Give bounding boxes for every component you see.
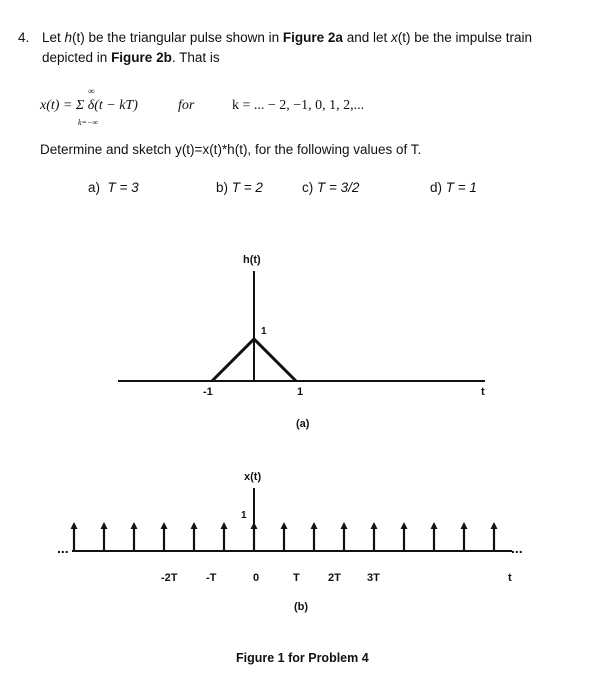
figure-a-plot [118,271,485,381]
option-value: T = 3/2 [317,180,360,195]
text-segment: (t) be the triangular pulse shown in [72,30,283,45]
impulse-arrowhead [281,522,288,529]
figure-b-axis-label: t [508,572,512,584]
x-symbol: x [391,30,398,45]
figure-a-caption: (a) [296,418,310,430]
equation-for: for [178,98,195,113]
equation-k-values: k = ... − 2, −1, 0, 1, 2,... [232,98,365,113]
option-value: T = 2 [231,180,263,195]
h-symbol: h [64,30,73,45]
figure-b-tick: 2T [328,572,341,584]
impulse-arrowhead [371,522,378,529]
text-segment: . That is [171,50,220,65]
figure-a-axis-label: t [481,386,485,398]
sum-upper-limit: ∞ [88,86,95,96]
impulse-arrowhead [431,522,438,529]
figure-b-tick: -2T [161,572,178,584]
text-segment: depicted in [42,50,112,65]
impulse-arrowhead [461,522,468,529]
figure-b-ellipsis-left: ... [57,540,69,556]
impulse-arrowhead [341,522,348,529]
problem-number: 4. [18,30,30,45]
impulse-arrowhead [71,522,78,529]
figure-b-tick: 3T [367,572,380,584]
figure-ref: Figure 2b [111,50,172,65]
figure-caption: Figure 1 for Problem 4 [236,651,369,665]
figure-b-tick: T [293,572,300,584]
equation: x(t) = Σ δ(t − kT) [40,98,138,113]
impulse-arrowhead [101,522,108,529]
figure-ref: Figure 2a [282,30,343,45]
figure-b-plot [71,488,513,551]
impulse-arrowhead [311,522,318,529]
determine-instruction: Determine and sketch y(t)=x(t)*h(t), for the following values of T. [40,142,422,157]
figure-b-height-label: 1 [241,510,247,521]
option-label: d) [430,180,443,195]
sum-lower-limit: k=−∞ [78,118,99,127]
impulse-arrowhead [191,522,198,529]
text-segment: Let [42,30,65,45]
figure-a-tick-right: 1 [297,386,304,398]
figure-a-y-label: h(t) [243,254,261,266]
option-label: a) [88,180,101,195]
figure-b-ellipsis-right: ... [511,540,523,556]
figure-b-tick: -T [206,572,217,584]
option-label: c) [302,180,314,195]
option-value: T = 3 [107,180,139,195]
impulse-arrowhead [401,522,408,529]
option-value: T = 1 [445,180,477,195]
text-segment: and let [342,30,391,45]
figure-a-peak-label: 1 [261,326,267,337]
impulse-arrowhead [161,522,168,529]
figure-a-tick-left: -1 [203,386,213,398]
impulse-group [71,488,498,551]
option-label: b) [216,180,229,195]
text-segment: (t) be the impulse train [397,30,533,45]
impulse-arrowhead [221,522,228,529]
impulse-arrowhead [131,522,138,529]
figure-b-caption: (b) [294,601,309,613]
figure-b-y-label: x(t) [244,471,262,483]
impulse-arrowhead [491,522,498,529]
figure-b-tick: 0 [253,572,260,584]
